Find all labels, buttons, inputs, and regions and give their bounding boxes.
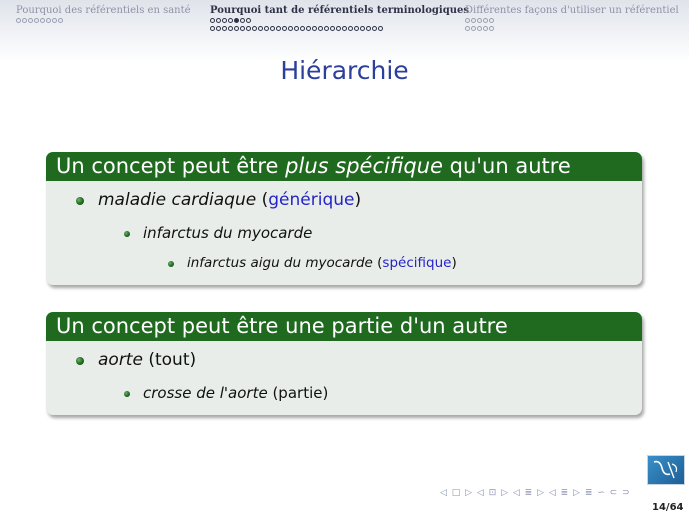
nav-slide-dot[interactable] [28,18,33,23]
nav-slide-dot[interactable] [354,26,359,31]
nav-slide-dot[interactable] [483,26,488,31]
nav-slide-dot[interactable] [222,26,227,31]
nav-dot-row [465,17,679,24]
nav-slide-dot[interactable] [477,18,482,23]
nav-slide-dot[interactable] [240,26,245,31]
bullet-icon [76,357,84,365]
nav-slide-dot[interactable] [58,18,63,23]
logo-mark-icon [648,456,684,484]
nav-slide-dot[interactable] [282,26,287,31]
nav-slide-dot[interactable] [52,18,57,23]
nav-section-title[interactable]: Pourquoi des référentiels en santé [16,5,191,16]
beamer-navigation-controls[interactable]: ◁ □ ▷ ◁ ⊡ ▷ ◁ ≣ ▷ ◁ ≣ ▷ ≣ ∽ ⊂ ⊃ [440,488,631,498]
list-item: infarctus aigu du myocarde (spécifique) [46,249,642,279]
nav-slide-dot[interactable] [483,18,488,23]
nav-section-title[interactable]: Différentes façons d'utiliser un référentiel [465,5,679,16]
nav-slide-dot[interactable] [46,18,51,23]
nav-slide-dot[interactable] [222,18,227,23]
nav-slide-dot[interactable] [210,18,215,23]
nav-slide-dot[interactable] [294,26,299,31]
nav-dot-row [210,25,469,32]
nav-subsection-dots[interactable] [16,17,191,24]
nav-slide-dot[interactable] [270,26,275,31]
nav-slide-dot[interactable] [234,26,239,31]
list-item: infarctus du myocarde [46,219,642,249]
nav-dot-row [16,17,191,24]
bullet-icon [124,391,130,397]
nav-slide-dot[interactable] [252,26,257,31]
block-partonomy [46,312,642,415]
nav-slide-dot[interactable] [246,18,251,23]
institution-logo [647,455,685,485]
nav-slide-dot[interactable] [366,26,371,31]
nav-slide-dot[interactable] [306,26,311,31]
list-item: maladie cardiaque (générique) [46,185,642,219]
nav-section-pourquoi-tant[interactable] [210,5,469,32]
nav-slide-dot[interactable] [318,26,323,31]
nav-slide-dot[interactable] [16,18,21,23]
nav-slide-dot[interactable] [228,26,233,31]
block-body [46,341,642,415]
nav-subsection-dots[interactable] [210,17,469,32]
block-body [46,181,642,285]
nav-slide-dot[interactable] [240,18,245,23]
nav-slide-dot[interactable] [489,18,494,23]
page-number: 14/64 [652,502,684,513]
nav-slide-dot[interactable] [336,26,341,31]
nav-slide-dot[interactable] [258,26,263,31]
bullet-icon [76,197,84,205]
nav-section-title[interactable]: Pourquoi tant de référentiels terminologiques [210,5,469,16]
nav-slide-dot[interactable] [372,26,377,31]
nav-slide-dot[interactable] [471,26,476,31]
nav-slide-dot[interactable] [300,26,305,31]
nav-section-differentes-facons[interactable] [465,5,679,32]
nav-slide-dot[interactable] [276,26,281,31]
nav-slide-dot[interactable] [40,18,45,23]
nav-slide-dot[interactable] [465,26,470,31]
nav-slide-dot[interactable] [216,26,221,31]
nav-slide-dot[interactable] [246,26,251,31]
nav-slide-dot[interactable] [477,26,482,31]
bullet-icon [168,261,174,267]
nav-slide-dot[interactable] [465,18,470,23]
nav-slide-dot[interactable] [234,18,239,23]
nav-slide-dot[interactable] [34,18,39,23]
nav-slide-dot[interactable] [22,18,27,23]
nav-slide-dot[interactable] [348,26,353,31]
block-specificity [46,152,642,285]
nav-section-pourquoi-referentiels[interactable] [16,5,191,24]
bullet-icon [124,231,130,237]
nav-slide-dot[interactable] [324,26,329,31]
nav-slide-dot[interactable] [228,18,233,23]
list-item: aorte (tout) [46,345,642,379]
frame-title: Hiérarchie [280,56,409,85]
block-title: Un concept peut être une partie d'un autre [46,312,642,341]
nav-slide-dot[interactable] [312,26,317,31]
nav-slide-dot[interactable] [216,18,221,23]
nav-slide-dot[interactable] [264,26,269,31]
nav-dot-row [210,17,469,24]
nav-slide-dot[interactable] [330,26,335,31]
block-title: Un concept peut être plus spécifique qu'un autre [46,152,642,181]
nav-slide-dot[interactable] [489,26,494,31]
nav-slide-dot[interactable] [360,26,365,31]
nav-slide-dot[interactable] [210,26,215,31]
nav-subsection-dots[interactable] [465,17,679,32]
list-item: crosse de l'aorte (partie) [46,379,642,409]
nav-slide-dot[interactable] [342,26,347,31]
nav-slide-dot[interactable] [378,26,383,31]
section-navigation [0,0,689,62]
nav-slide-dot[interactable] [471,18,476,23]
nav-slide-dot[interactable] [288,26,293,31]
nav-dot-row [465,25,679,32]
